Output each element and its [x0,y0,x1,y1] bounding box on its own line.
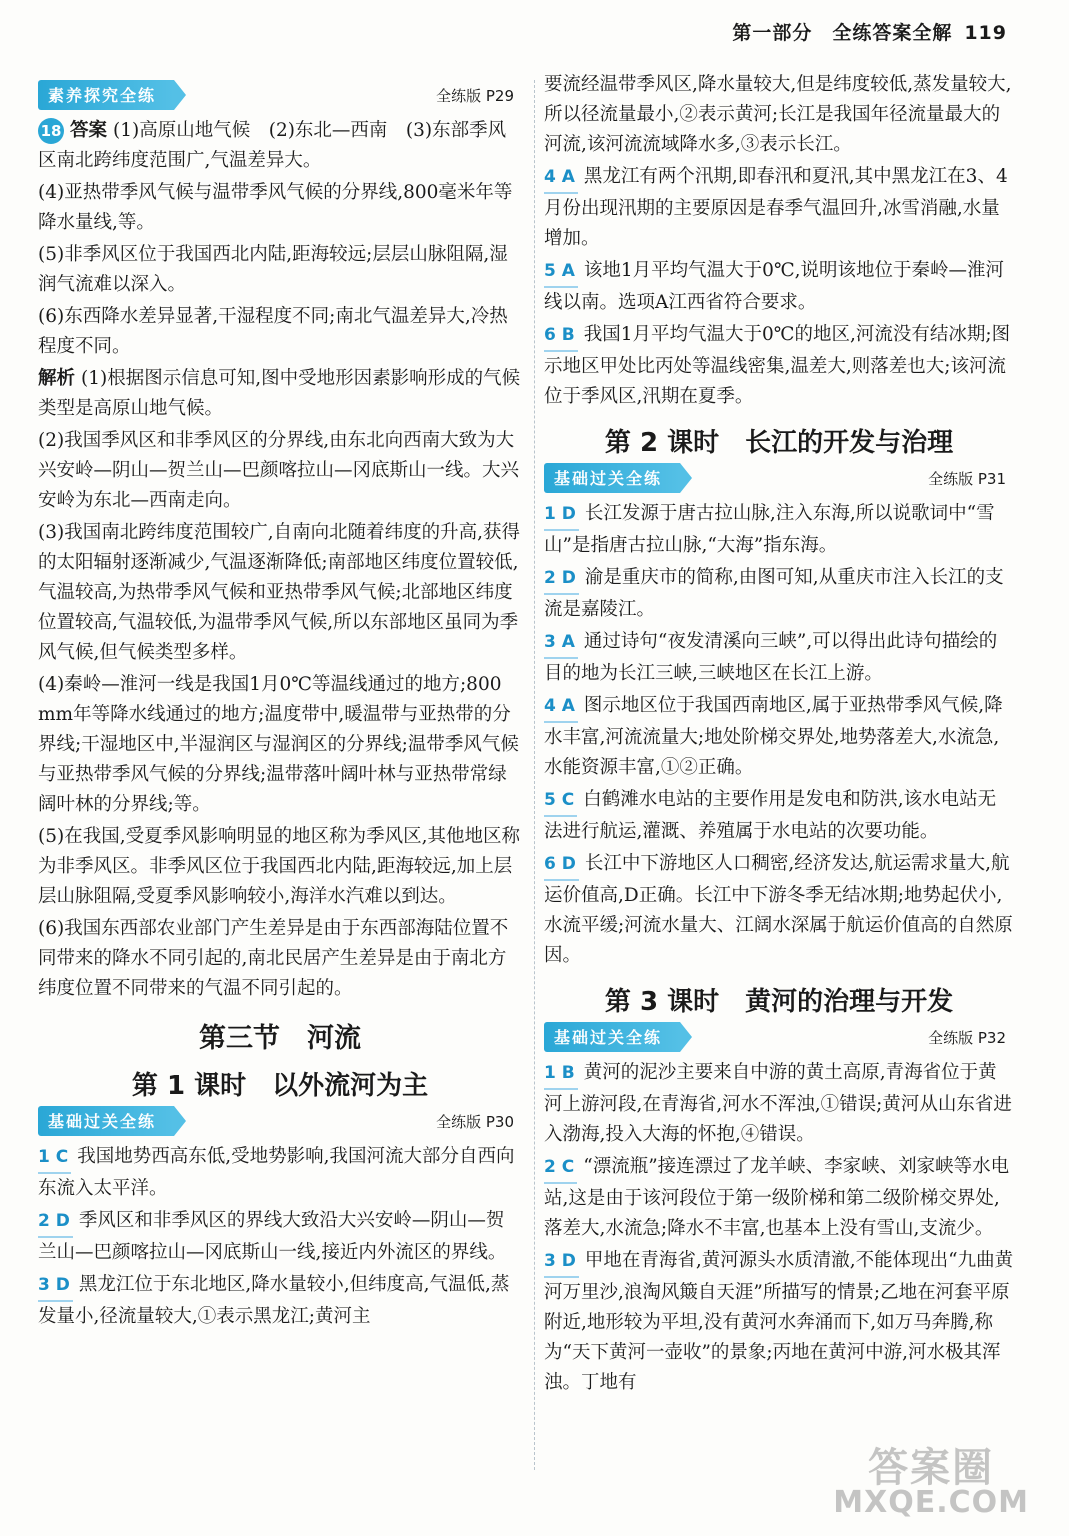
answer-item [544,320,1014,412]
page-ref: 全练版 P30 [436,1112,514,1131]
answer-text: (1)高原山地气候 (2)东北—西南 (3)东部季风区南北跨纬度范围广,气温差异大。 [38,120,507,171]
answer-text: 图示地区位于我国西南地区,属于亚热带季风气候,降水丰富,河流流量大;地处阶梯交界处,地势落差大,水流急,水能资源丰富,①②正确。 [544,695,1003,778]
question-id: 5 A [544,256,578,288]
answer-item [38,1270,522,1332]
lesson-number: 第 2 课时 [604,428,720,458]
lesson-number: 第 1 课时 [131,1071,247,1101]
left-column [38,76,522,1334]
answer-item [544,849,1014,971]
answer-item [38,1142,522,1204]
answer-text: 季风区和非季风区的界线大致沿大兴安岭—阴山—贺兰山—巴颜喀拉山—冈底斯山一线,接近内外流区的界线。 [38,1210,507,1263]
site-watermark [833,1445,1029,1520]
question-id: 3 D [544,1246,579,1278]
column-divider [534,80,535,1470]
section-tag-row [544,463,1014,493]
section-banner: 基础过关全练 [544,1022,680,1052]
q18-analysis-3: (3)我国南北跨纬度范围较广,自南向北随着纬度的升高,获得的太阳辐射逐渐减少,气温逐渐降低;南部地区纬度位置较低,气温较高,为热带季风气候和亚热带季风气候;北部地区纬度位置较高,气温较低,为温带季风气候,所以东部地区虽同为季风气候,但气候类型多样。 [38,522,520,663]
q18-analysis-4: (4)秦岭—淮河一线是我国1月0℃等温线通过的地方;800 mm年等降水线通过的地方;温度带中,暖温带与亚热带的分界线;干湿地区中,半湿润区与湿润区的分界线;温带季风气候与亚热带季风气候的分界线;温带落叶阔叶林与亚热带常绿阔叶林的分界线;等。 [38,674,519,815]
q18-analysis-6: (6)我国东西部农业部门产生差异是由于东西部海陆位置不同带来的降水不同引起的,南北民居产生差异是由于南北方纬度位置不同带来的气温不同引起的。 [38,918,509,999]
lesson-name: 黄河的治理与开发 [745,987,954,1017]
answer-text: 黄河的泥沙主要来自中游的黄土高原,青海省位于黄河上游河段,在青海省,河水不浑浊,①错误;黄河从山东省进入渤海,投入大海的怀抱,④错误。 [544,1062,1012,1145]
question-id: 1 C [38,1142,71,1174]
q18-analysis-2: (2)我国季风区和非季风区的分界线,由东北向西南大致为大兴安岭—阴山—贺兰山—巴颜喀拉山—冈底斯山一线。大兴安岭为东北—西南走向。 [38,430,520,511]
question-id: 6 B [544,320,578,352]
lesson-title-2 [544,422,1014,459]
lesson-title-1 [38,1065,522,1102]
answer-text: 通过诗句“夜发清溪向三峡”,可以得出此诗句描绘的目的地为长江三峡,三峡地区在长江上游。 [544,631,998,684]
section-banner: 基础过关全练 [38,1106,174,1136]
question-id: 1 D [544,499,579,531]
section-tag-row [544,1022,1014,1052]
answer-item [38,1206,522,1268]
answer-text: 该地1月平均气温大于0℃,说明该地位于秦岭—淮河线以南。选项A江西省符合要求。 [544,260,1005,313]
lesson-name: 以外流河为主 [272,1071,429,1101]
answer-item [544,1246,1014,1398]
lesson-number: 第 3 课时 [604,987,720,1017]
page-ref: 全练版 P31 [928,469,1006,488]
answer-item [544,785,1014,847]
answer-text: 黑龙江有两个汛期,即春汛和夏汛,其中黑龙江在3、4月份出现汛期的主要原因是春季气温回升,冰雪消融,水量增加。 [544,166,1008,249]
page-ref: 全练版 P32 [928,1028,1006,1047]
question-id: 2 D [38,1206,73,1238]
analysis-text: (1)根据图示信息可知,图中受地形因素影响形成的气候类型是高原山地气候。 [38,368,521,419]
q18-analysis-1 [38,364,522,424]
q18-analysis-5: (5)在我国,受夏季风影响明显的地区称为季风区,其他地区称为非季风区。非季风区位于我国西北内陆,距海较远,加上层层山脉阻隔,受夏季风影响较小,海洋水汽难以到达。 [38,826,520,907]
lesson-name: 长江的开发与治理 [745,428,954,458]
question-id: 2 D [544,563,579,595]
answer-text: 长江中下游地区人口稠密,经济发达,航运需求量大,航运价值高,D正确。长江中下游冬季无结冰期;地势起伏小,水流平缓;河流水量大、江阔水深属于航运价值高的自然原因。 [544,853,1013,966]
section-tag-row [38,80,522,110]
answer-text: 我国地势西高东低,受地势影响,我国河流大部分自西向东流入太平洋。 [38,1146,515,1199]
question-id: 3 A [544,627,578,659]
answer-label: 答案 [70,120,108,141]
q18-answer-4: (6)东西降水差异显著,干湿程度不同;南北气温差异大,冷热程度不同。 [38,306,508,357]
q18-answer-2: (4)亚热带季风气候与温带季风气候的分界线,800毫米年等降水量线,等。 [38,182,513,233]
watermark-url: MXQE.COM [833,1485,1029,1520]
question-id: 6 D [544,849,579,881]
question-number-badge: 18 [38,118,64,144]
answer-text: “漂流瓶”接连漂过了龙羊峡、李家峡、刘家峡等水电站,这是由于该河段位于第一级阶梯和第二级阶梯交界处,落差大,水流急;降水不丰富,也基本上没有雪山,支流少。 [544,1156,1010,1239]
question-id: 1 B [544,1058,578,1090]
page-ref: 全练版 P29 [436,86,514,105]
answer-item [544,256,1014,318]
section-banner: 基础过关全练 [544,463,680,493]
answer-text: 我国1月平均气温大于0℃的地区,河流没有结冰期;图示地区甲处比丙处等温线密集,温差大,则落差也大;该河流位于季风区,汛期在夏季。 [544,324,1011,407]
question-id: 5 C [544,785,577,817]
section-title: 第三节 河流 [199,1023,361,1054]
answer-item [544,691,1014,783]
q18-answer-1 [38,116,522,176]
answer-text: 长江发源于唐古拉山脉,注入东海,所以说歌词中“雪山”是指唐古拉山脉,“大海”指东海。 [544,503,995,556]
q18-answer-3: (5)非季风区位于我国西北内陆,距海较远;层层山脉阻隔,湿润气流难以深入。 [38,244,508,295]
right-column [544,70,1014,1400]
lesson-title-3 [544,981,1014,1018]
question-id: 3 D [38,1270,73,1302]
answer-text: 黑龙江位于东北地区,降水量较小,但纬度高,气温低,蒸发量小,径流量较大,①表示黑龙江;黄河主 [38,1274,510,1327]
header-text: 第一部分 全练答案全解 [732,22,953,44]
section-banner: 素养探究全练 [38,80,174,110]
answer-item [544,563,1014,625]
page-header [732,18,1007,45]
answer-text: 白鹤滩水电站的主要作用是发电和防洪,该水电站无法进行航运,灌溉、养殖属于水电站的次要功能。 [544,789,997,842]
answer-text: 甲地在青海省,黄河源头水质清澈,不能体现出“九曲黄河万里沙,浪淘风簸自天涯”所描写的情景;乙地在河套平原附近,地形较为平坦,没有黄河水奔涌而下,如万马奔腾,称为“天下黄河一壶收”的景象;丙地在黄河中游,河水极其浑浊。丁地有 [544,1250,1014,1393]
watermark-logo-text: 答案圈 [868,1445,995,1491]
answer-item [544,499,1014,561]
question-id: 4 A [544,162,578,194]
analysis-label: 解析 [38,368,76,389]
page-number: 119 [964,22,1007,44]
continued-text: 要流经温带季风区,降水量较大,但是纬度较低,蒸发量较大,所以径流量最小,②表示黄河;长江是我国年径流量最大的河流,该河流流域降水多,③表示长江。 [544,74,1012,155]
answer-item [544,1058,1014,1150]
answer-item [544,162,1014,254]
section-tag-row [38,1106,522,1136]
q18-block [38,116,522,1004]
answer-item [544,1152,1014,1244]
question-id: 4 A [544,691,578,723]
answer-item [544,627,1014,689]
question-id: 2 C [544,1152,577,1184]
answer-text: 渝是重庆市的简称,由图可知,从重庆市注入长江的支流是嘉陵江。 [544,567,1004,620]
